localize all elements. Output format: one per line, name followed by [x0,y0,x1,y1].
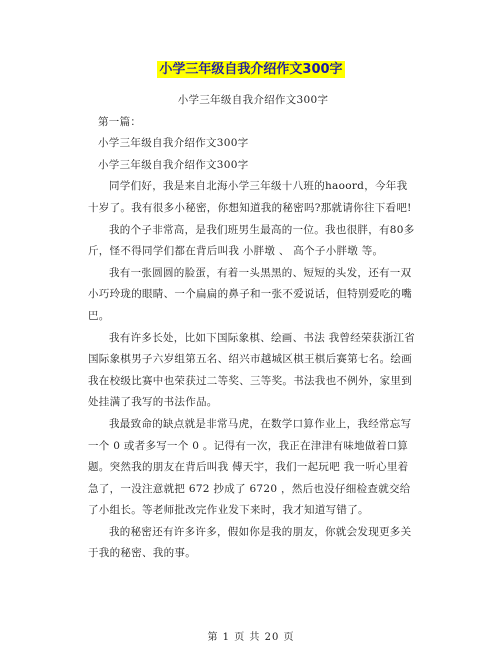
section-label: 第一篇： [98,115,142,128]
paragraph: 同学们好，我是来自北海小学三年级十八班的haoord，今年我十岁了。我有很多小秘密，你想知道我的秘密吗?那就请你往下看吧! [88,180,412,214]
paragraph: 我的个子非常高，是我们班男生最高的一位。我也很胖，有80多斤，怪不得同学们都在背后叫我 小胖墩 、 高个子小胖墩 等。 [88,223,415,258]
paragraph: 我有一张圆圆的脸蛋，有着一头黑黑的、短短的头发，还有一双小巧玲珑的眼睛、一个扁扁的鼻子和一张不爱说话，但特别爱吃的嘴巴。 [88,266,412,322]
document-subtitle: 小学三年级自我介绍作文300字 [177,94,329,106]
paragraph: 我有许多长处，比如下国际象棋、绘画、书法 我曾经荣获浙江省国际象棋男子六岁组第五名、绍兴市越城区棋王棋后赛第七名。绘画我在校级比赛中也荣获过二等奖、三等奖。书法我也不例外，家里到处挂满了我写的书法作品。 [88,331,416,409]
heading-line-2: 小学三年级自我介绍作文300字 [98,158,249,171]
document-title: 小学三年级自我介绍作文300字 [159,62,343,77]
paragraph: 我的秘密还有许多许多，假如你是我的朋友，你就会发现更多关于我的秘密、我的事。 [88,525,412,560]
document-body [88,90,418,565]
title-container [0,58,502,78]
heading-line-1: 小学三年级自我介绍作文300字 [98,137,249,150]
page-footer: 第 1 页 共 20 页 [207,632,295,643]
paragraph: 我最致命的缺点就是非常马虎，在数学口算作业上，我经常忘写一个 0 或者多写一个 0 。记得有一次，我正在津津有味地做着口算题。突然我的朋友在背后叫我 傅天宇，我们一起玩吧 我一听心里着急了，一没注意就把 672 抄成了 6720 ，然后也没仔细检查就交给了小组长。等老师批改完作业发下来时，我才知道写错了。 [88,417,412,517]
